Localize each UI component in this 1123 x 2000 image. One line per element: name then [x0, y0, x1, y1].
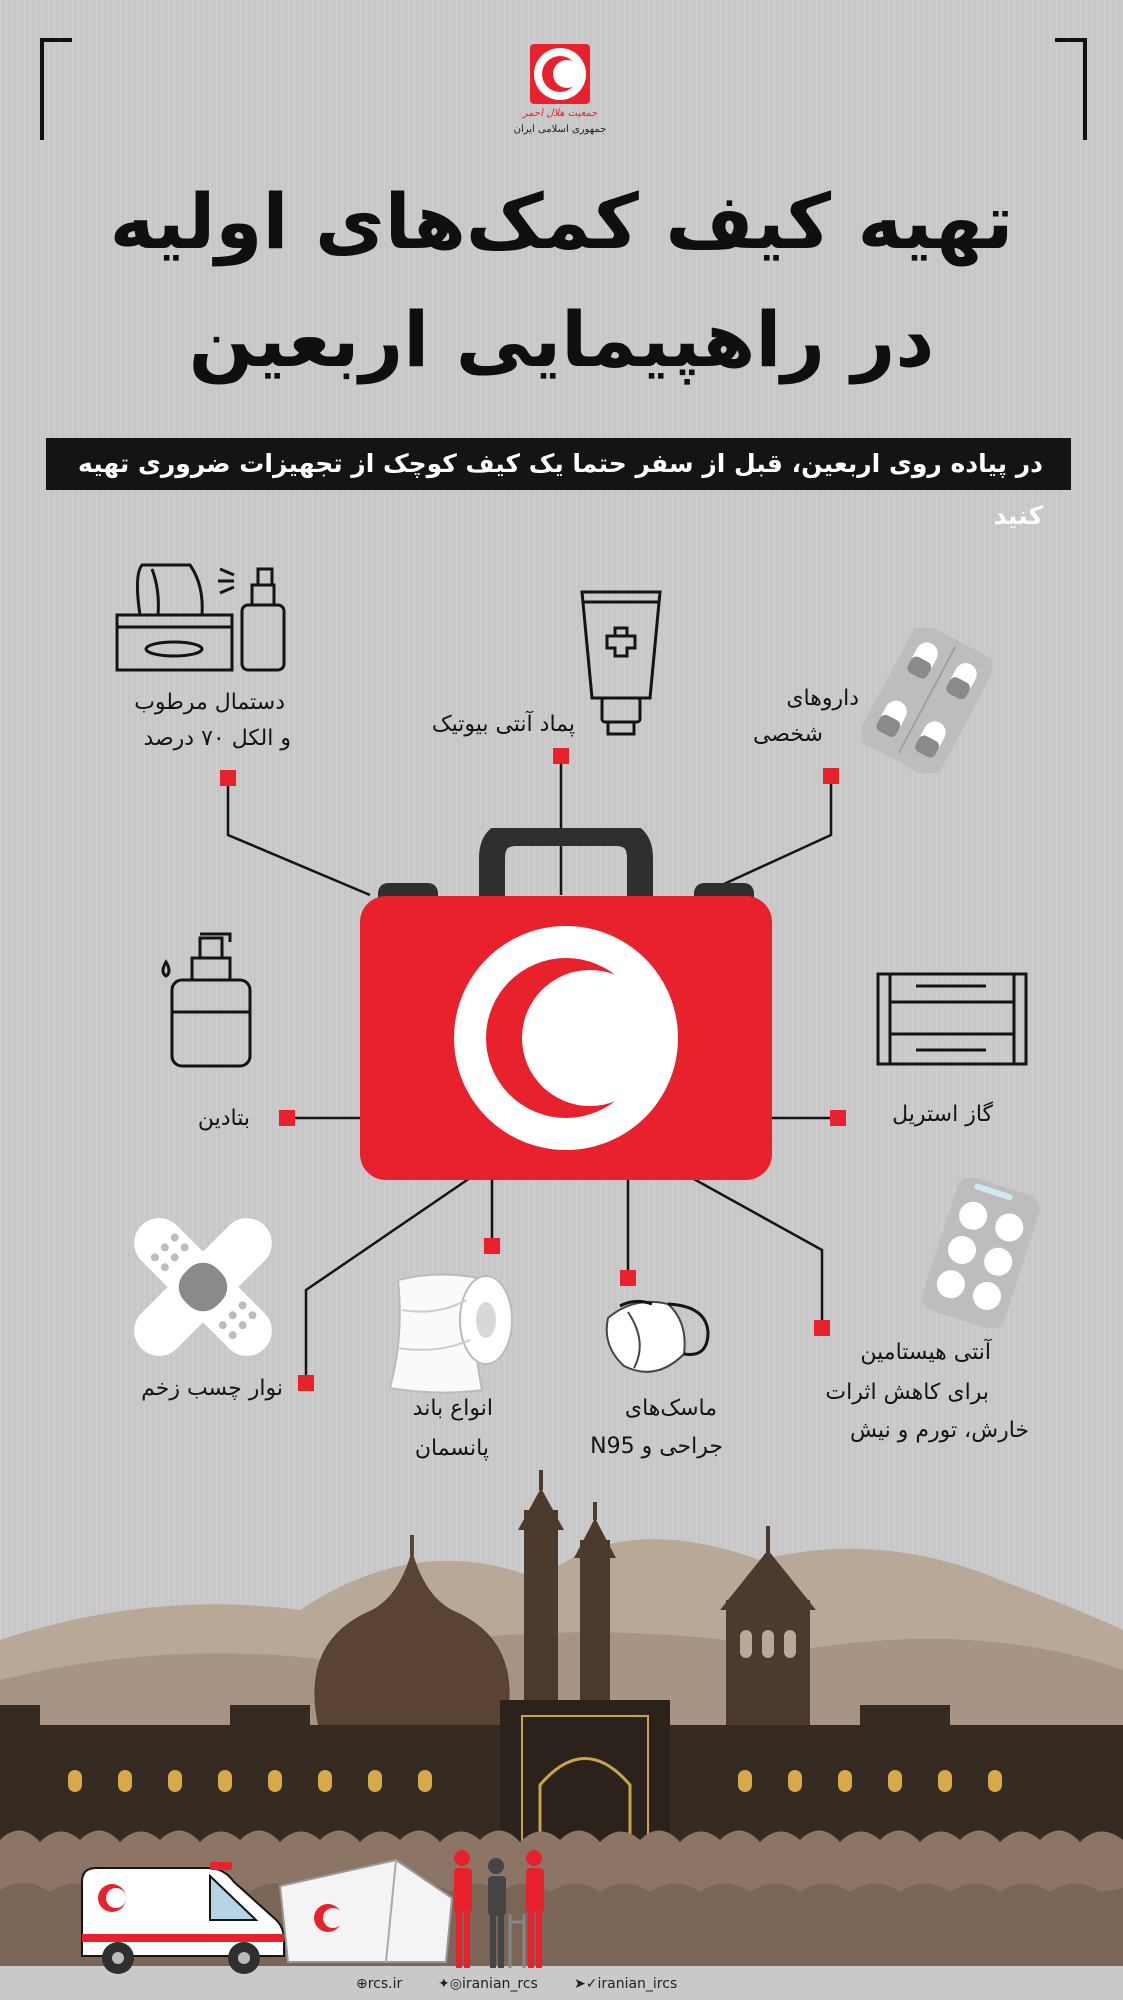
label-antihistamine-line-2: برای کاهش اثرات: [825, 1380, 989, 1405]
page-title-line-1: تهیه کیف کمک‌های اولیه: [109, 177, 1014, 266]
pill-blister-icon: [862, 628, 992, 773]
org-country: جمهوری اسلامی ایران: [513, 124, 607, 135]
adhesive-bandage-icon: [120, 1212, 286, 1362]
marker-meds: [823, 768, 839, 784]
marker-gauze: [830, 1110, 846, 1126]
aid-workers-illustration: [448, 1848, 552, 1972]
marker-wipes: [220, 770, 236, 786]
label-wipes-line-1: دستمال مرطوب: [134, 690, 285, 715]
betadine-bottle-icon: [160, 920, 260, 1070]
label-antihistamine-line-3: خارش، تورم و نیش: [849, 1418, 1029, 1443]
bandage-roll-icon: [378, 1270, 518, 1396]
marker-bandage: [484, 1238, 500, 1254]
label-wipes-line-2: و الکل ۷۰ درصد: [143, 726, 291, 751]
wipes-alcohol-icon: [112, 545, 292, 675]
label-meds-line-2: شخصی: [752, 722, 823, 747]
marker-plaster: [298, 1375, 314, 1391]
n95-mask-icon: [598, 1292, 714, 1384]
marker-ointment: [553, 748, 569, 764]
label-bandage-line-2: پانسمان: [414, 1436, 489, 1461]
ambulance-illustration: [78, 1862, 288, 1976]
label-meds-line-1: داروهای: [786, 686, 859, 711]
check-icon: ✓: [585, 1976, 598, 1992]
label-antihistamine-line-1: آنتی هیستامین: [860, 1340, 991, 1365]
first-aid-kit: [360, 828, 772, 1180]
footer-twitter-instagram[interactable]: ✦◎iranian_rcs: [438, 1976, 538, 1992]
antihistamine-tablets-icon: [916, 1178, 1046, 1328]
page-title-line-2: در راهپیمایی اربعین: [188, 295, 935, 384]
footer-telegram[interactable]: ➤✓iranian_ircs: [574, 1976, 678, 1992]
instagram-icon: ◎: [449, 1976, 462, 1992]
label-betadine: بتادین: [197, 1106, 250, 1131]
ointment-tube-icon: [578, 588, 664, 738]
marker-betadine: [279, 1110, 295, 1126]
org-name: جمعیت هلال احمر: [522, 108, 598, 119]
footer-website[interactable]: ⊕rcs.ir: [356, 1976, 403, 1992]
label-mask-line-1: ماسک‌های: [624, 1396, 717, 1421]
label-gauze: گاز استریل: [892, 1102, 993, 1127]
marker-antihistamine: [814, 1320, 830, 1336]
sterile-gauze-icon: [876, 972, 1028, 1066]
label-bandage-line-1: انواع باند: [412, 1396, 493, 1421]
marker-mask: [620, 1270, 636, 1286]
medical-tent-illustration: [276, 1856, 456, 1966]
label-mask-line-2: جراحی و N95: [590, 1434, 723, 1459]
globe-icon: ⊕: [356, 1976, 368, 1992]
intro-banner: در پیاده روی اربعین، قبل از سفر حتما یک کیف کوچک از تجهیزات ضروری تهیه کنید: [46, 438, 1071, 490]
label-ointment: پماد آنتی بیوتیک: [431, 712, 575, 737]
twitter-icon: ✦: [438, 1976, 450, 1992]
label-plaster: نوار چسب زخم: [141, 1376, 283, 1401]
telegram-icon: ➤: [574, 1976, 586, 1992]
